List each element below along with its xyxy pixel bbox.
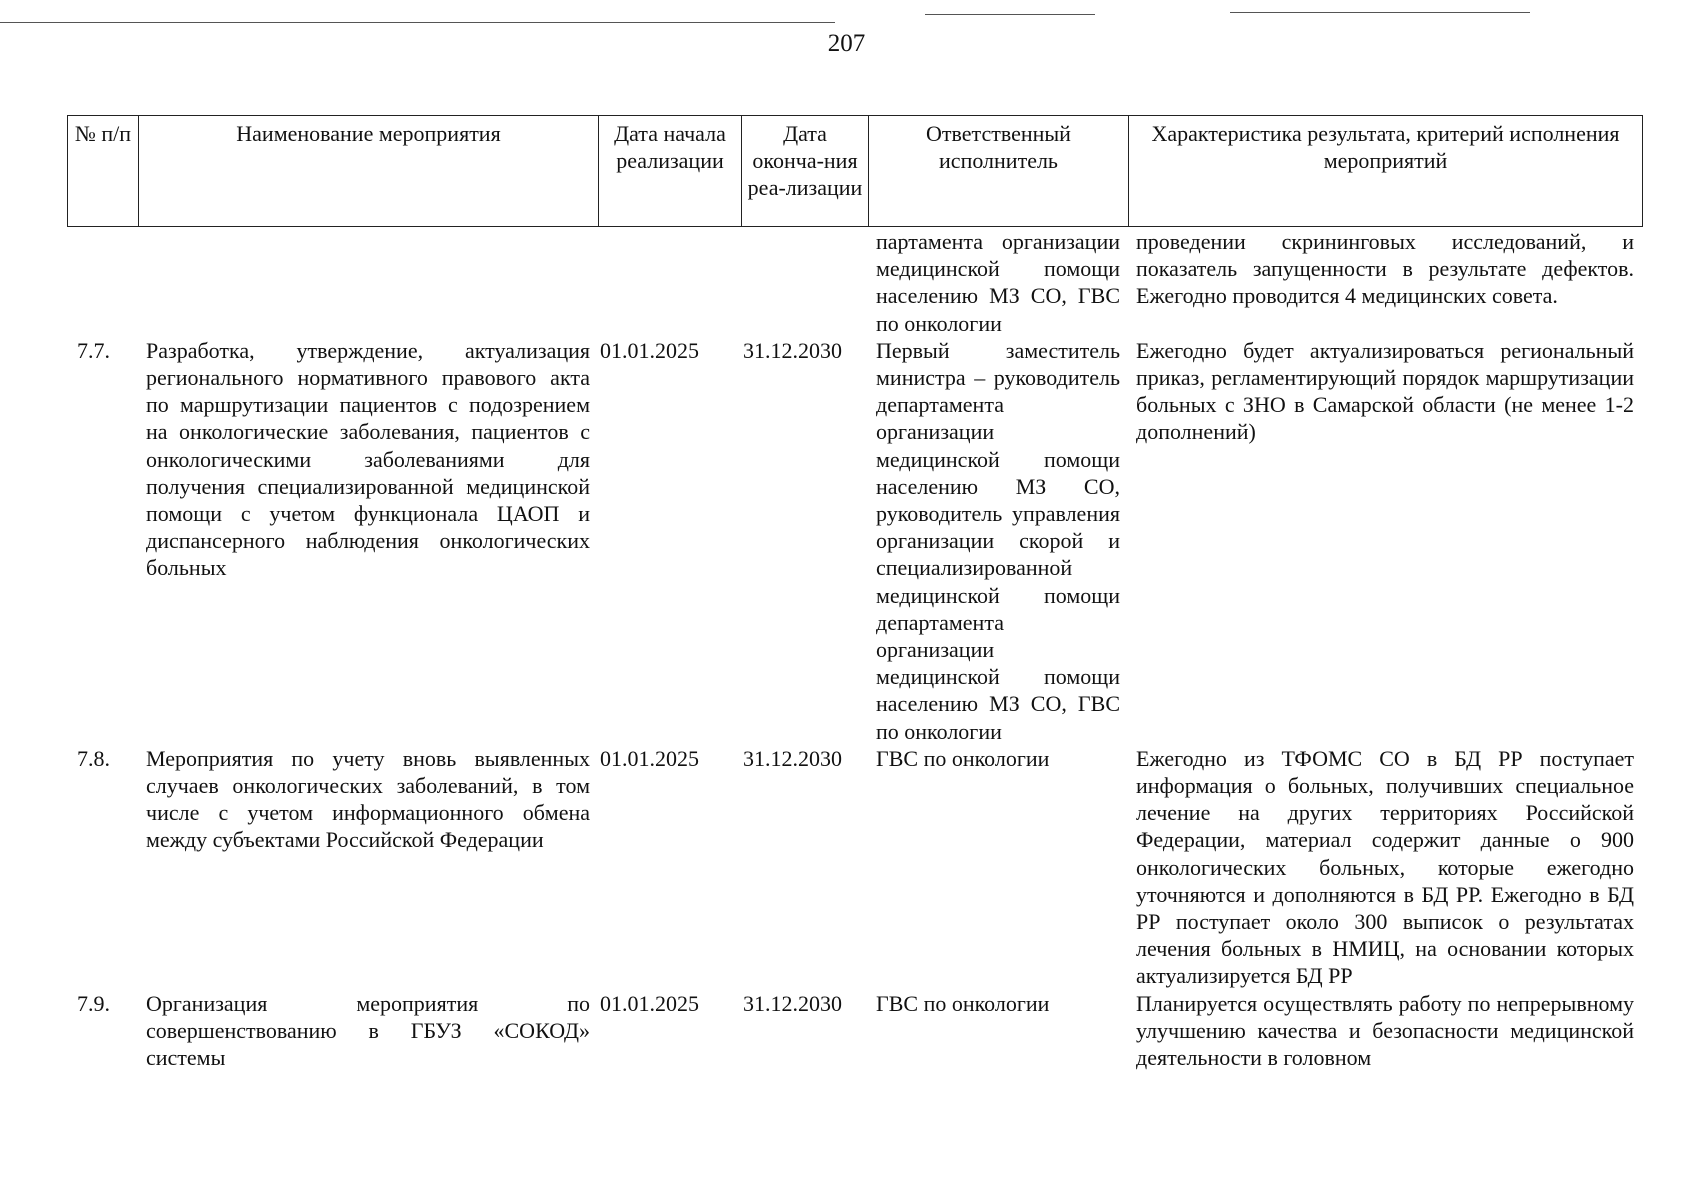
row-result: Ежегодно из ТФОМС СО в БД РР поступает информация о больных, получивших специальное лечение на других территориях Российской Федерации, материал содержит данные о 900 онкологических больных, которые ежегодно уточняются и дополняются в БД РР. Ежегодно в БД РР поступает около 300 выписок о результатах лечения больных в НМИЦ, на основании которых актуализируется БД РР [1136,745,1634,989]
header-end-date: Дата оконча-ния реа-лизации [742,116,869,227]
row-responsible: ГВС по онкологии [876,990,1050,1016]
row-event-name: Мероприятия по учету вновь выявленных случаев онкологических заболеваний, в том числе с учетом информационного обмена между субъектами Российской Федерации [146,745,590,853]
row-responsible: ГВС по онкологии [876,745,1050,771]
header-start-date: Дата начала реализации [599,116,742,227]
scan-edge-line [1230,12,1530,13]
row-start-date: 01.01.2025 [600,990,699,1016]
row-start-date: 01.01.2025 [600,337,699,363]
table-row [67,990,1642,1072]
row-event-name: Разработка, утверждение, актуализация регионального нормативного правового акта по маршрутизации пациентов с подозрением на онкологические заболевания, пациентов с онкологическими заболеваниями для получения специализированной медицинской помощи с учетом функционала ЦАОП и диспансерного наблюдения онкологических больных [146,337,590,581]
table-row [67,337,1642,745]
row-start-date: 01.01.2025 [600,745,699,771]
row-number: 7.7. [77,337,110,363]
continuation-responsible: партамента организации медицинской помощи населению МЗ СО, ГВС по онкологии [876,229,1120,336]
table-row-continuation [67,228,1642,337]
row-result: Планируется осуществлять работу по непрерывному улучшению качества и безопасности медицинской деятельности в головном [1136,990,1634,1071]
row-result: Ежегодно будет актуализироваться региональный приказ, регламентирующий порядок маршрутизации больных с ЗНО в Самарской области (не менее 1-2 дополнений) [1136,337,1634,445]
row-end-date: 31.12.2030 [743,745,842,771]
continuation-result: проведении скрининговых исследований, и показатель запущенности в результате дефектов. Ежегодно проводится 4 медицинских совета. [1136,229,1634,309]
header-event-name: Наименование мероприятия [139,116,599,227]
scan-edge-line [925,14,1095,15]
scan-edge-line [0,22,835,23]
header-number: № п/п [68,116,139,227]
table-row [67,745,1642,990]
row-responsible: Первый заместитель министра – руководитель департамента организации медицинской помощи населению МЗ СО, руководитель управления организации скорой и специализированной медицинской помощи департамента организации медицинской помощи населению МЗ СО, ГВС по онкологии [876,337,1120,744]
row-end-date: 31.12.2030 [743,337,842,363]
row-number: 7.8. [77,745,110,771]
page-number: 207 [827,30,866,57]
row-end-date: 31.12.2030 [743,990,842,1016]
table-header [67,115,1643,227]
row-event-name: Организация мероприятия по совершенствованию в ГБУЗ «СОКОД» системы [146,990,590,1071]
table-body [67,228,1642,1071]
header-result: Характеристика результата, критерий исполнения мероприятий [1129,116,1643,227]
header-responsible: Ответственный исполнитель [869,116,1129,227]
row-number: 7.9. [77,990,110,1016]
